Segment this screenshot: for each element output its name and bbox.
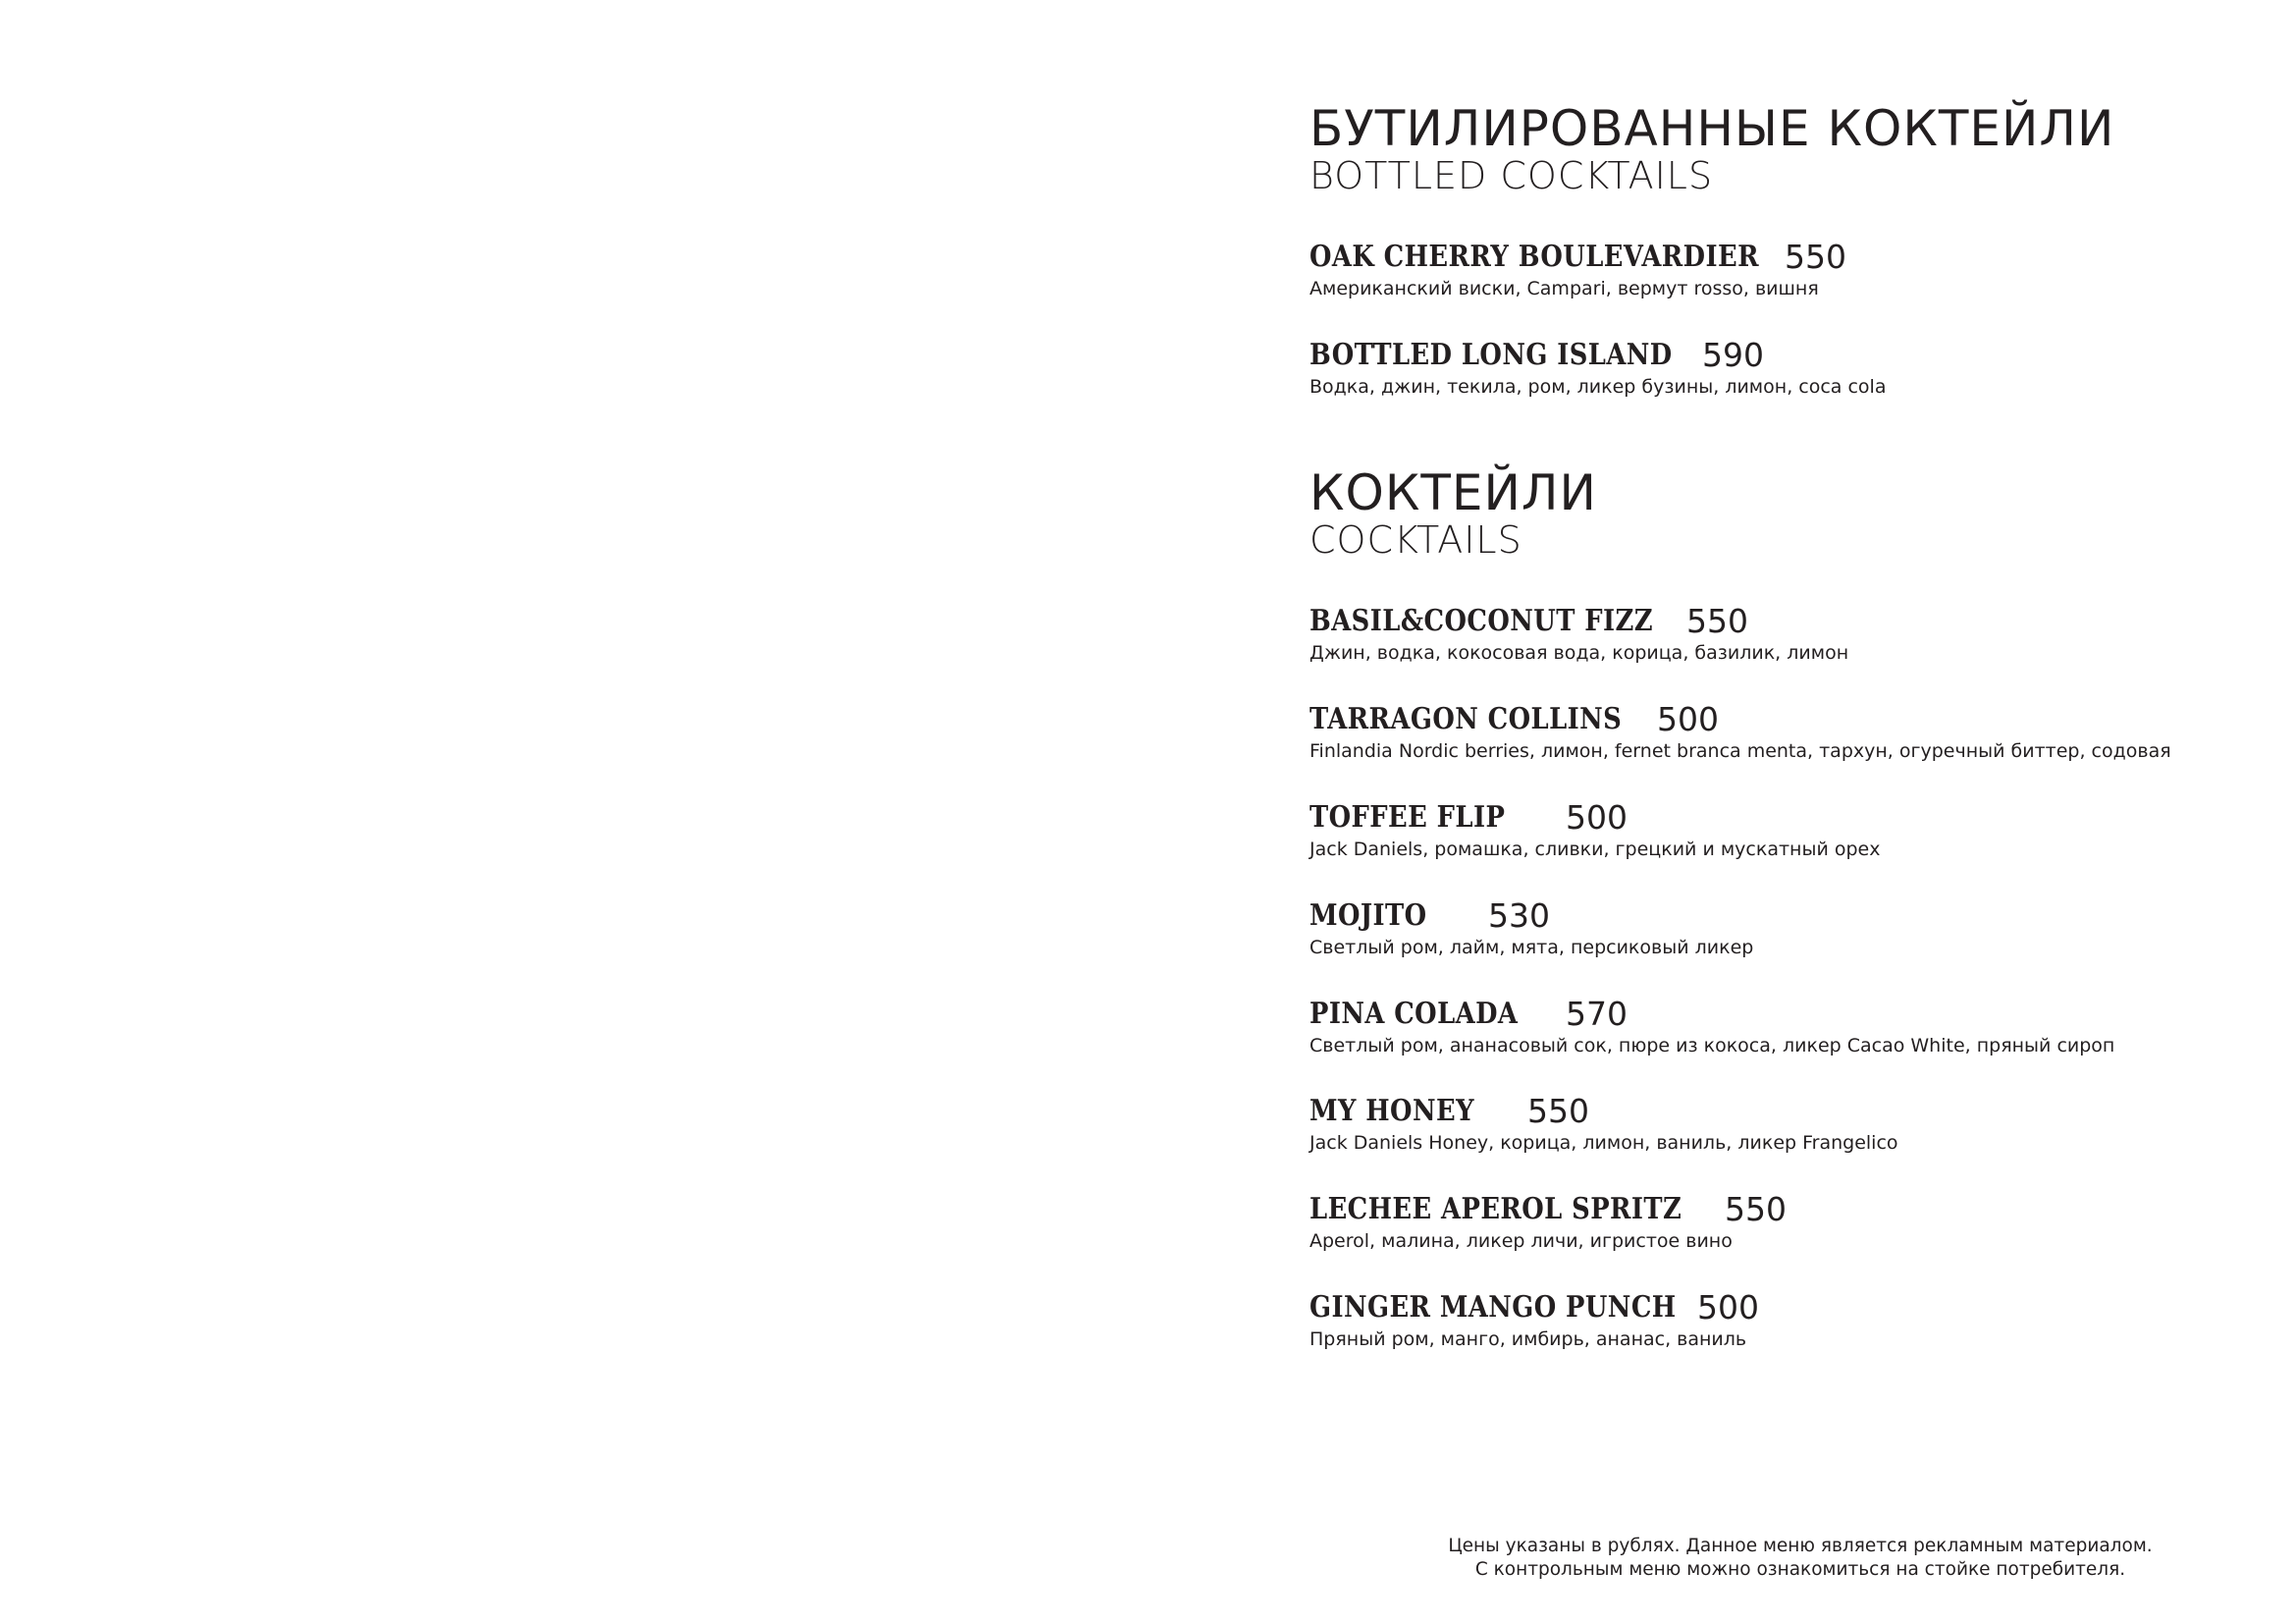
item-description: Aperol, малина, ликер личи, игристое вино [1309, 1230, 1733, 1252]
item-name: TARRAGON COLLINS [1309, 702, 1623, 736]
item-description: Джин, водка, кокосовая вода, корица, базилик, лимон [1309, 642, 1849, 664]
item-price: 550 [1725, 1190, 1787, 1228]
item-description: Jack Daniels Honey, корица, лимон, ваниль, ликер Frangelico [1309, 1132, 1898, 1154]
menu-item [1309, 1288, 1759, 1350]
item-name: BOTTLED LONG ISLAND [1309, 338, 1673, 372]
item-description: Светлый ром, лайм, мята, персиковый ликер [1309, 937, 1754, 958]
item-name: MY HONEY [1309, 1094, 1474, 1128]
item-name: GINGER MANGO PUNCH [1309, 1290, 1677, 1325]
bottled-title-en: BOTTLED COCKTAILS [1309, 154, 1714, 197]
menu-item [1309, 1190, 1787, 1252]
item-description: Американский виски, Campari, вермут rosso, вишня [1309, 278, 1819, 299]
menu-item [1309, 238, 1846, 299]
footer-line-1: Цены указаны в рублях. Данное меню является рекламным материалом. [1448, 1536, 2153, 1556]
item-name: BASIL&COCONUT FIZZ [1309, 604, 1654, 638]
menu-item [1309, 602, 1849, 664]
item-price: 590 [1702, 336, 1764, 374]
item-description: Finlandia Nordic berries, лимон, fernet branca menta, тархун, огуречный биттер, содовая [1309, 740, 2171, 762]
item-price: 500 [1697, 1288, 1759, 1326]
menu-item [1309, 1092, 1898, 1154]
item-name: TOFFEE FLIP [1309, 800, 1506, 835]
item-name: MOJITO [1309, 898, 1427, 933]
item-price: 500 [1657, 700, 1719, 738]
item-price: 530 [1488, 896, 1550, 935]
bottled-section-header [1309, 100, 2115, 197]
menu-item [1309, 798, 1881, 860]
item-description: Пряный ром, манго, имбирь, ананас, ваниль [1309, 1328, 1747, 1350]
footer-line-2: С контрольным меню можно ознакомиться на стойке потребителя. [1474, 1559, 2126, 1581]
item-price: 570 [1566, 995, 1628, 1033]
item-name: OAK CHERRY BOULEVARDIER [1309, 240, 1759, 274]
cocktails-title-ru: КОКТЕЙЛИ [1309, 464, 1597, 521]
footer-disclaimer [1309, 1535, 2291, 1582]
item-price: 550 [1686, 602, 1748, 640]
item-description: Jack Daniels, ромашка, сливки, грецкий и мускатный орех [1309, 839, 1881, 860]
menu-item [1309, 700, 2171, 762]
menu-item [1309, 896, 1754, 958]
bottled-title-ru: БУТИЛИРОВАННЫЕ КОКТЕЙЛИ [1309, 100, 2115, 157]
item-description: Водка, джин, текила, ром, ликер бузины, лимон, coca cola [1309, 376, 1887, 398]
item-name: LECHEE APEROL SPRITZ [1309, 1192, 1682, 1226]
item-description: Светлый ром, ананасовый сок, пюре из кокоса, ликер Cacao White, пряный сироп [1309, 1035, 2115, 1056]
cocktails-section-header [1309, 464, 1597, 562]
menu-item [1309, 336, 1887, 398]
item-price: 550 [1785, 238, 1846, 276]
item-name: PINA COLADA [1309, 997, 1519, 1031]
item-price: 500 [1566, 798, 1628, 837]
menu-item [1309, 995, 2115, 1056]
cocktails-title-en: COCKTAILS [1309, 518, 1522, 562]
item-price: 550 [1527, 1092, 1589, 1130]
